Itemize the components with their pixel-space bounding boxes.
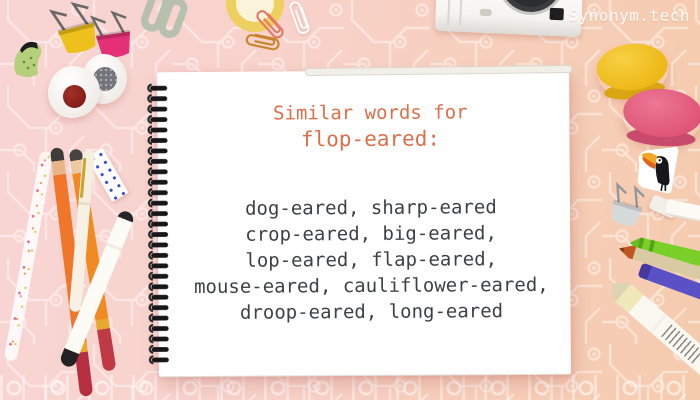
camera <box>435 0 583 37</box>
spiral-notebook <box>157 70 571 377</box>
synonym-line: crop-eared, big-eared, <box>245 222 497 246</box>
synonym-list <box>172 194 571 326</box>
synonym-line: dog-eared, sharp-eared <box>244 196 497 220</box>
pink-macaron <box>621 86 700 147</box>
heading-term: flop-eared: <box>300 126 441 152</box>
camera-seam <box>459 0 463 26</box>
heading-similar-words: Similar words for <box>273 101 468 125</box>
synonym-line: droop-eared, long-eared <box>239 300 504 324</box>
camera-viewfinder <box>549 8 564 21</box>
camera-seam <box>447 0 451 25</box>
bottom-circuit-band <box>0 375 700 400</box>
synonym-line: lop-eared, flap-eared, <box>245 248 498 272</box>
notebook-page <box>157 70 571 377</box>
synonym-line: mouse-eared, cauliflower-eared, <box>194 273 549 299</box>
brand-watermark: Synonym.tech <box>568 6 690 25</box>
camera-button <box>480 9 492 17</box>
bird-figurine <box>9 34 47 80</box>
pink-binder-clip <box>84 4 142 64</box>
